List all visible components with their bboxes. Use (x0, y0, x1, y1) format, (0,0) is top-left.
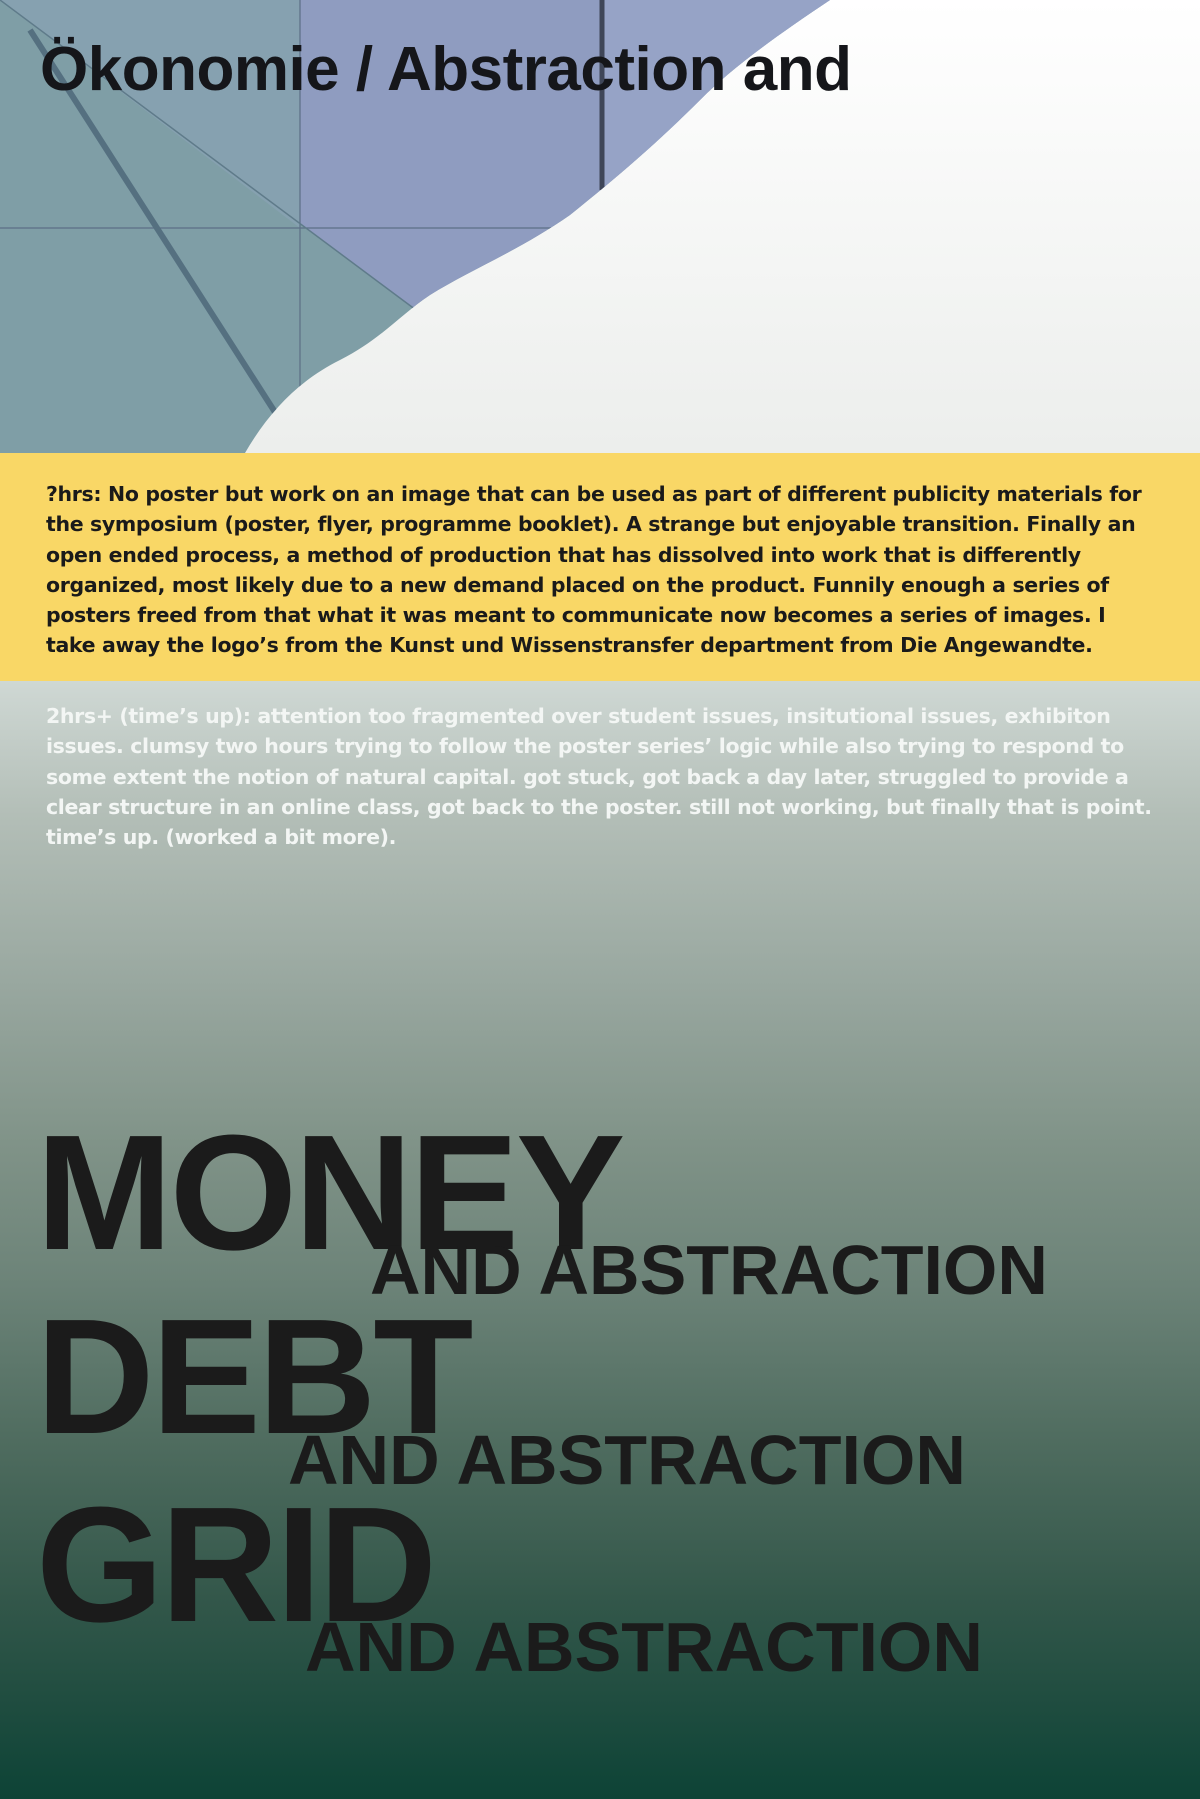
highlight-note-band (0, 453, 1200, 681)
top-artwork (0, 0, 1200, 453)
sub-word-and-abstraction: AND ABSTRACTION (370, 1231, 1048, 1309)
big-word-debt: DEBT (36, 1285, 471, 1468)
big-word-money: MONEY (36, 1101, 623, 1284)
big-word-grid: GRID (36, 1473, 434, 1656)
poster-headline: Ökonomie / Abstraction and (40, 35, 852, 104)
sub-word-and-abstraction: AND ABSTRACTION (288, 1421, 966, 1499)
process-note-first: ?hrs: No poster but work on an image that can be used as part of different publicity materials for the symposium (poster, flyer, programme booklet). A strange but enjoyable transition. Finally an open ended process, a method of production that has dissolved into work that is differently organized, most likely due to a new demand placed on the product. Funnily enough a series of posters freed from that what it was meant to communicate now becomes a series of images. I take away the logo’s from the Kunst und Wissenstransfer department from Die Angewandte. (46, 482, 1142, 658)
sub-word-and-abstraction: AND ABSTRACTION (305, 1608, 983, 1686)
process-note-second: 2hrs+ (time’s up): attention too fragmented over student issues, insitutional issues, exhibiton issues. clumsy two hours trying to follow the poster series’ logic while also trying to respond to some extent the notion of natural capital. got stuck, got back a day later, struggled to provide a clear structure in an online class, got back to the poster. still not working, but finally that is point. time’s up. (worked a bit more). (46, 704, 1152, 850)
